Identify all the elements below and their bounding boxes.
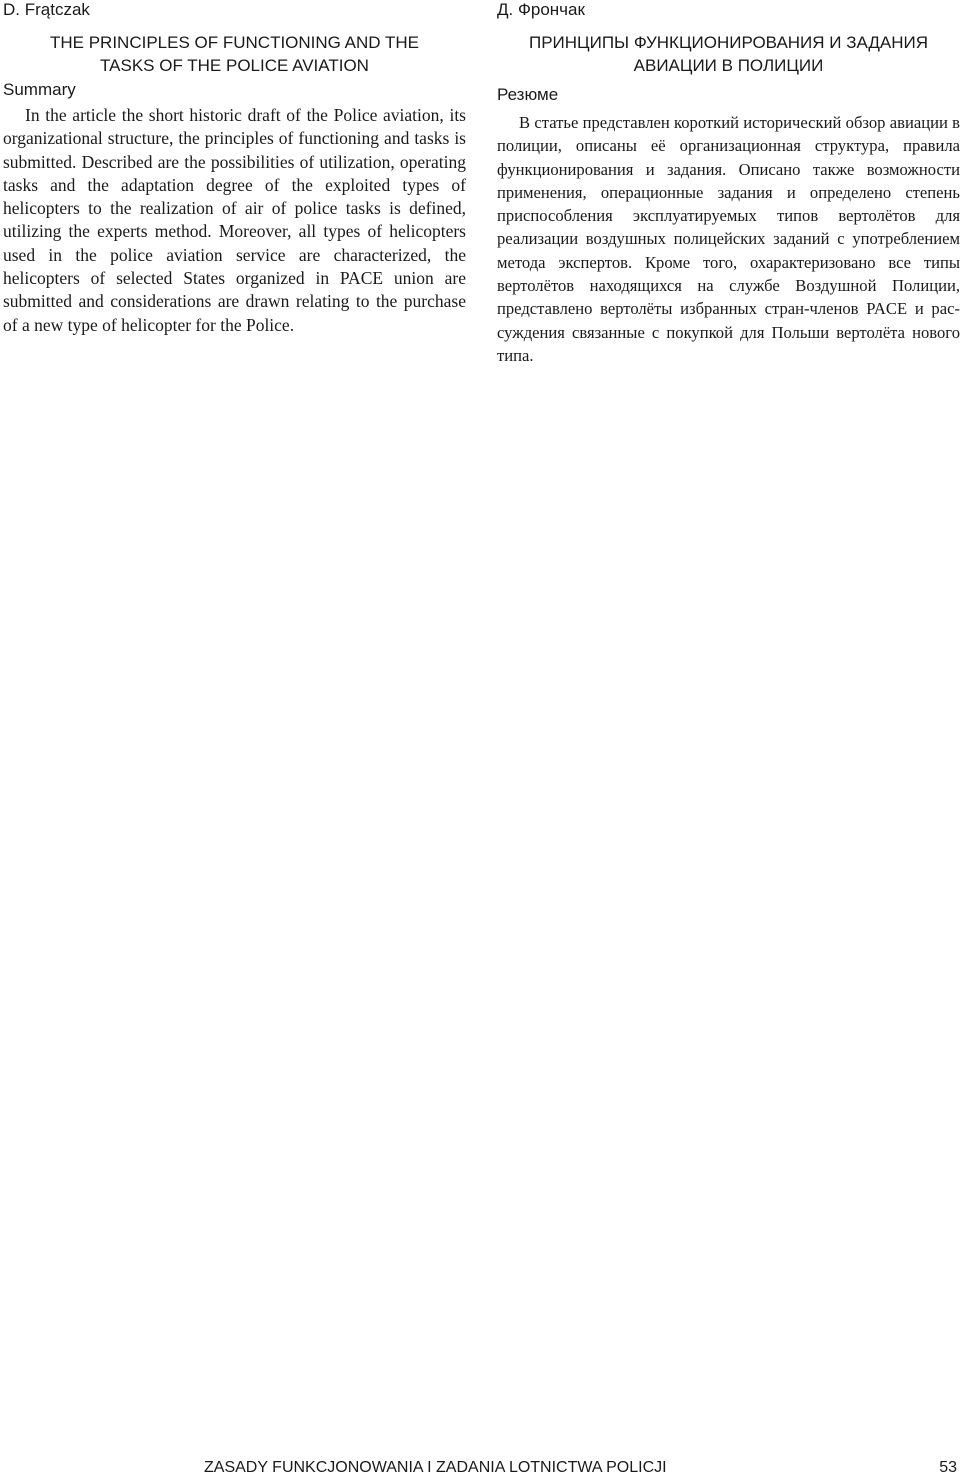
english-summary-column [3, 0, 466, 337]
summary-heading: Summary [3, 80, 76, 99]
article-title: THE PRINCIPLES OF FUNCTIONING AND THE TASKS OF THE POLICE AVIATION [49, 33, 419, 75]
russian-summary-column [497, 0, 960, 367]
summary-text: In the article the short historic draft of the Police aviation, its organizational structure, the principles of functioning and tasks is submitted. Described are the possibilities of utilization, operating tasks and the adaptation degree of the exploited types of helicopters to the realization of air of police tasks is defined, utilizing the experts method. Moreover, all types of helicopters used in the police aviation service are characterized, the helicopters of selected States organized in PACE union are submitted and considerations are drawn relating to the purchase of a new type of helicopter for the Police. [3, 105, 466, 335]
page-footer [0, 1459, 960, 1477]
page-number: 53 [939, 1459, 957, 1476]
author-name: D. Frątczak [3, 0, 90, 19]
article-title-russian: ПРИНЦИПЫ ФУНКЦИОНИРОВАНИЯ И ЗАДАНИЯ АВИАЦИИ В ПОЛИЦИИ [528, 33, 929, 75]
running-title: ZASADY FUNKCJONOWANIA I ZADANIA LOTNICTWA POLICJI [204, 1459, 667, 1476]
author-name-russian: Д. Фрончак [497, 0, 585, 19]
summary-text-russian: В статье представлен короткий исторический обзор авиации в полиции, описаны её организационная структура, правила функционирования и задания. Описано также возможности применения, операционные задания и определено степень приспособления эксплуатируемых типов вертолётов для реализации воздушных полицейских заданий с употреблением метода экспертов. Кроме того, охарактеризовано все типы вертолётов находящихся на службе Воздушной Полиции, представлено вертолёты избранных стран-членов PACE и рассуждения связанные с покупкой для Польши вертолёта нового типа. [497, 113, 960, 365]
summary-heading-russian: Резюме [497, 85, 559, 104]
